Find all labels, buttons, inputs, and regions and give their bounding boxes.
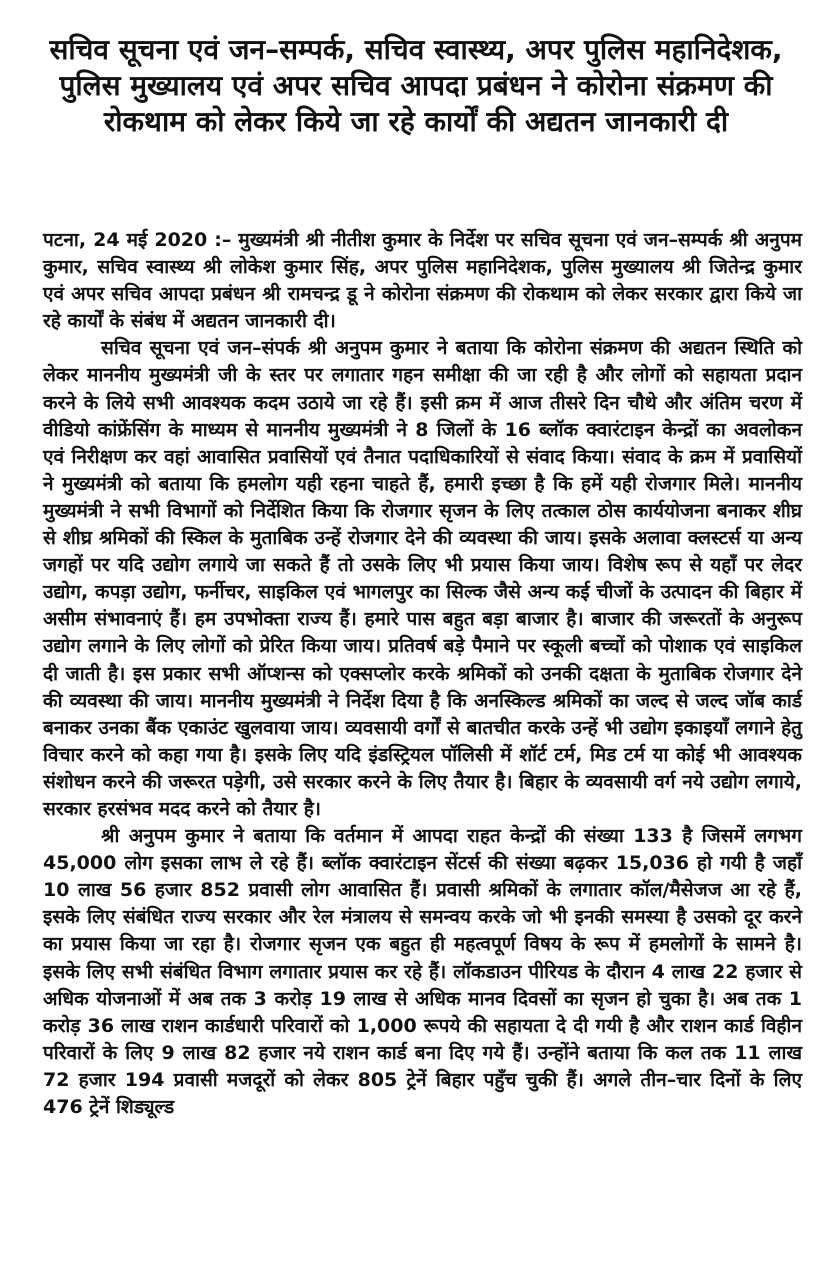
document-title: सचिव सूचना एवं जन–सम्पर्क, सचिव स्वास्थ्य, अपर पुलिस महानिदेशक, पुलिस मुख्यालय एवं अपर सचिव आपदा प्रबंधन ने कोरोना संक्रमण की रोकथाम को लेकर किये जा रहे कार्यों की अद्यतन जानकारी दी <box>49 33 783 138</box>
body-paragraph-relief-statistics: श्री अनुपम कुमार ने बताया कि वर्तमान में आपदा राहत केन्द्रों की संख्या 133 है जिसमें लगभग 45,000 लोग इसका लाभ ले रहे हैं। ब्लॉक क्वारंटाइन सेंटर्स की संख्या बढ़कर 15,036 हो गयी है जहाँ 10 लाख 56 हजार 852 प्रवासी लोग आवासित हैं। प्रवासी श्रमिकों के लगातार कॉल/मैसेजज आ रहे हैं, इसके लिए संबंधित राज्य सरकार और रेल मंत्रालय से समन्वय करके जो भी इनकी समस्या है उसको दूर करने का प्रयास किया जा रहा है। रोजगार सृजन एक बहुत ही महत्वपूर्ण विषय के रूप में हमलोगों के सामने है। इसके लिए सभी संबंधित विभाग लगातार प्रयास कर रहे हैं। लॉकडाउन पीरियड के दौरान 4 लाख 22 हजार से अधिक योजनाओं में अब तक 3 करोड़ 19 लाख से अधिक मानव दिवसों का सृजन हो चुका है। अब तक 1 करोड़ 36 लाख राशन कार्डधारी परिवारों को 1,000 रूपये की सहायता दे दी गयी है और राशन कार्ड विहीन परिवारों के लिए 9 लाख 82 हजार नये राशन कार्ड बना दिए गये हैं। उन्होंने बताया कि कल तक 11 लाख 72 हजार 194 प्रवासी मजदूरों को लेकर 805 ट्रेनें बिहार पहुँच चुकी हैं। अगले तीन–चार दिनों के लिए 476 ट्रेनें शिड्यूल्ड <box>43 825 802 1118</box>
document-body <box>43 227 802 1121</box>
body-paragraph-intro: पटना, 24 मई 2020 :– मुख्यमंत्री श्री नीतीश कुमार के निर्देश पर सचिव सूचना एवं जन–सम्पर्क श्री अनुपम कुमार, सचिव स्वास्थ्य श्री लोकेश कुमार सिंह, अपर पुलिस महानिदेशक, पुलिस मुख्यालय श्री जितेन्द्र कुमार एवं अपर सचिव आपदा प्रबंधन श्री रामचन्द्र डू ने कोरोना संक्रमण की रोकथाम को लेकर सरकार द्वारा किये जा रहे कार्यों के संबंध में अद्यतन जानकारी दी। <box>43 229 802 333</box>
body-paragraph-cm-review: सचिव सूचना एवं जन–संपर्क श्री अनुपम कुमार ने बताया कि कोरोना संक्रमण की अद्यतन स्थिति को लेकर माननीय मुख्यमंत्री जी के स्तर पर लगातार गहन समीक्षा की जा रही है और लोगों को सहायता प्रदान करने के लिये सभी आवश्यक कदम उठाये जा रहे हैं। इसी क्रम में आज तीसरे दिन चौथे और अंतिम चरण में वीडियो कांफ्रेंसिंग के माध्यम से माननीय मुख्यमंत्री ने 8 जिलों के 16 ब्लॉक क्वारंटाइन केन्द्रों का अवलोकन एवं निरीक्षण कर वहां आवासित प्रवासियों एवं तैनात पदाधिकारियों से संवाद किया। संवाद के क्रम में प्रवासियों ने मुख्यमंत्री को बताया कि हमलोग यही रहना चाहते हैं, हमारी इच्छा है कि हमें यही रोजगार मिले। माननीय मुख्यमंत्री ने सभी विभागों को निर्देशित किया कि रोजगार सृजन के लिए तत्काल ठोस कार्ययोजना बनाकर शीघ्र से शीघ्र श्रमिकों की स्किल के मुताबिक उन्हें रोजगार देने की व्यवस्था की जाय। इसके अलावा क्लस्टर्स या अन्य जगहों पर यदि उद्योग लगाये जा सकते हैं तो उसके लिए भी प्रयास किया जाय। विशेष रूप से यहाँ पर लेदर उद्योग, कपड़ा उद्योग, फर्नीचर, साइकिल एवं भागलपुर का सिल्क जैसे अन्य कई चीजों के उत्पादन की बिहार में असीम संभावनाएं हैं। हम उपभोक्ता राज्य हैं। हमारे पास बहुत बड़ा बाजार है। बाजार की जरूरतों के अनुरूप उद्योग लगाने के लिए लोगों को प्रेरित किया जाय। प्रतिवर्ष बड़े पैमाने पर स्कूली बच्चों को पोशाक एवं साइकिल दी जाती है। इस प्रकार सभी ऑप्शन्स को एक्सप्लोर करके श्रमिकों को उनकी दक्षता के मुताबिक रोजगार देने की व्यवस्था की जाय। माननीय मुख्यमंत्री ने निर्देश दिया है कि अनस्किल्ड श्रमिकों का जल्द से जल्द जॉब कार्ड बनाकर उनका बैंक एकाउंट खुलवाया जाय। व्यवसायी वर्गों से बातचीत करके उन्हें भी उद्योग इकाइयाँ लगाने हेतु विचार करने को कहा गया है। इसके लिए यदि इंडस्ट्रियल पॉलिसी में शॉर्ट टर्म, मिड टर्म या कोई भी आवश्यक संशोधन करने की जरूरत पड़ेगी, उसे सरकार करने के लिए तैयार है। बिहार के व्यवसायी वर्ग नये उद्योग लगाये, सरकार हरसंभव मदद करने को तैयार है। <box>43 337 802 820</box>
